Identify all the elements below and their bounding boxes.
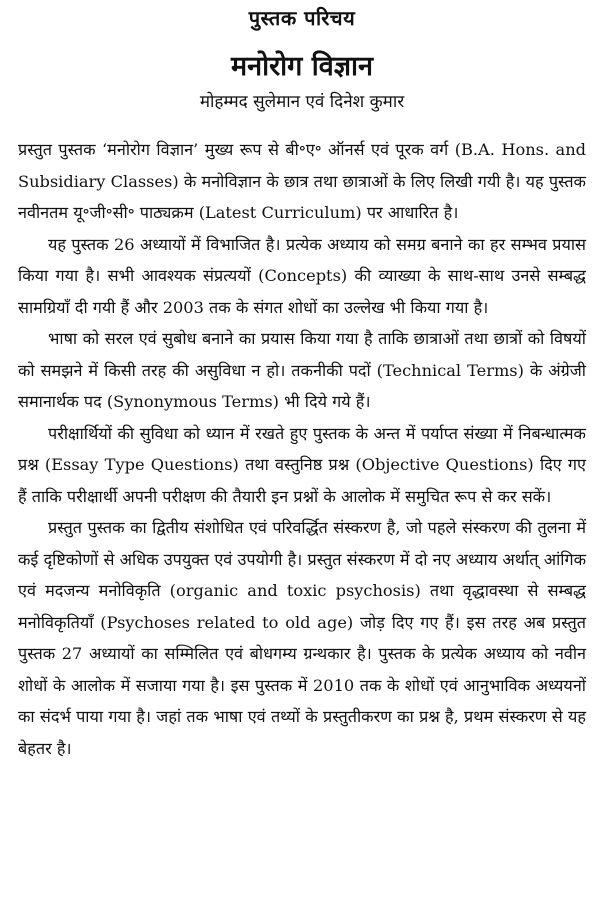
- section-heading: पुस्तक परिचय: [248, 6, 356, 30]
- book-authors: मोहम्मद सुलेमान एवं दिनेश कुमार: [199, 92, 405, 112]
- paragraph-second-edition: प्रस्तुत पुस्तक का द्वितीय संशोधित एवं परिवर्द्धित संस्करण है, जो पहले संस्करण की तुलना में कई दृष्टिकोणों से अधिक उपयुक्त एवं उपयोगी है। प्रस्तुत संस्करण में दो नए अध्याय अर्थात् आंगिक एवं मदजन्य मनोविकृति (organic and toxic psychosis) तथा वृद्धावस्था से सम्बद्ध मनोविकृतियाँ (Psychoses related to old age) जोड़ दिए गए हैं। इस तरह अब प्रस्तुत पुस्तक 27 अध्यायों का सम्मिलित एवं बोधगम्य ग्रन्थकार है। पुस्तक के प्रत्येक अध्याय को नवीन शोधों के आलोक में सजाया गया है। इस पुस्तक में 2010 तक के शोधों एवं आनुभाविक अध्ययनों का संदर्भ पाया गया है। जहां तक भाषा एवं तथ्यों के प्रस्तुतीकरण का प्रश्न है, प्रथम संस्करण से यह बेहतर है।: [18, 518, 586, 758]
- paragraph-chapters: यह पुस्तक 26 अध्यायों में विभाजित है। प्रत्येक अध्याय को समग्र बनाने का हर सम्भव प्रयास किया गया है। सभी आवश्यक संप्रत्ययों (Concepts) की व्याख्या के साथ-साथ उनसे सम्बद्ध सामग्रियाँ दी गयी हैं और 2003 तक के संगत शोधों का उल्लेख भी किया गया है।: [18, 234, 586, 317]
- paragraph-language: भाषा को सरल एवं सुबोध बनाने का प्रयास किया गया है ताकि छात्राओं तथा छात्रों को विषयों को समझने में किसी तरह की असुविधा न हो। तकनीकी पदों (Technical Terms) के अंग्रेजी समानार्थक पद (Synonymous Terms) भी दिये गये हैं।: [18, 329, 586, 411]
- paragraph-intro: प्रस्तुत पुस्तक ‘मनोरोग विज्ञान’ मुख्य रूप से बी॰ए॰ ऑनर्स एवं पूरक वर्ग (B.A. Hons. and Subsidiary Classes) के मनोविज्ञान के छात्र तथा छात्राओं के लिए लिखी गयी है। यह पुस्तक नवीनतम यू॰जी॰सी॰ पाठ्यक्रम (Latest Curriculum) पर आधारित है।: [18, 140, 586, 222]
- paragraph-questions: परीक्षार्थियों की सुविधा को ध्यान में रखते हुए पुस्तक के अन्त में पर्याप्त संख्या में निबन्धात्मक प्रश्न (Essay Type Questions) तथा वस्तुनिष्ठ प्रश्न (Objective Questions) दिए गए हैं ताकि परीक्षार्थी अपनी परीक्षण की तैयारी इन प्रश्नों के आलोक में समुचित रूप से कर सकें।: [18, 423, 586, 506]
- book-title: मनोरोग विज्ञान: [230, 51, 374, 82]
